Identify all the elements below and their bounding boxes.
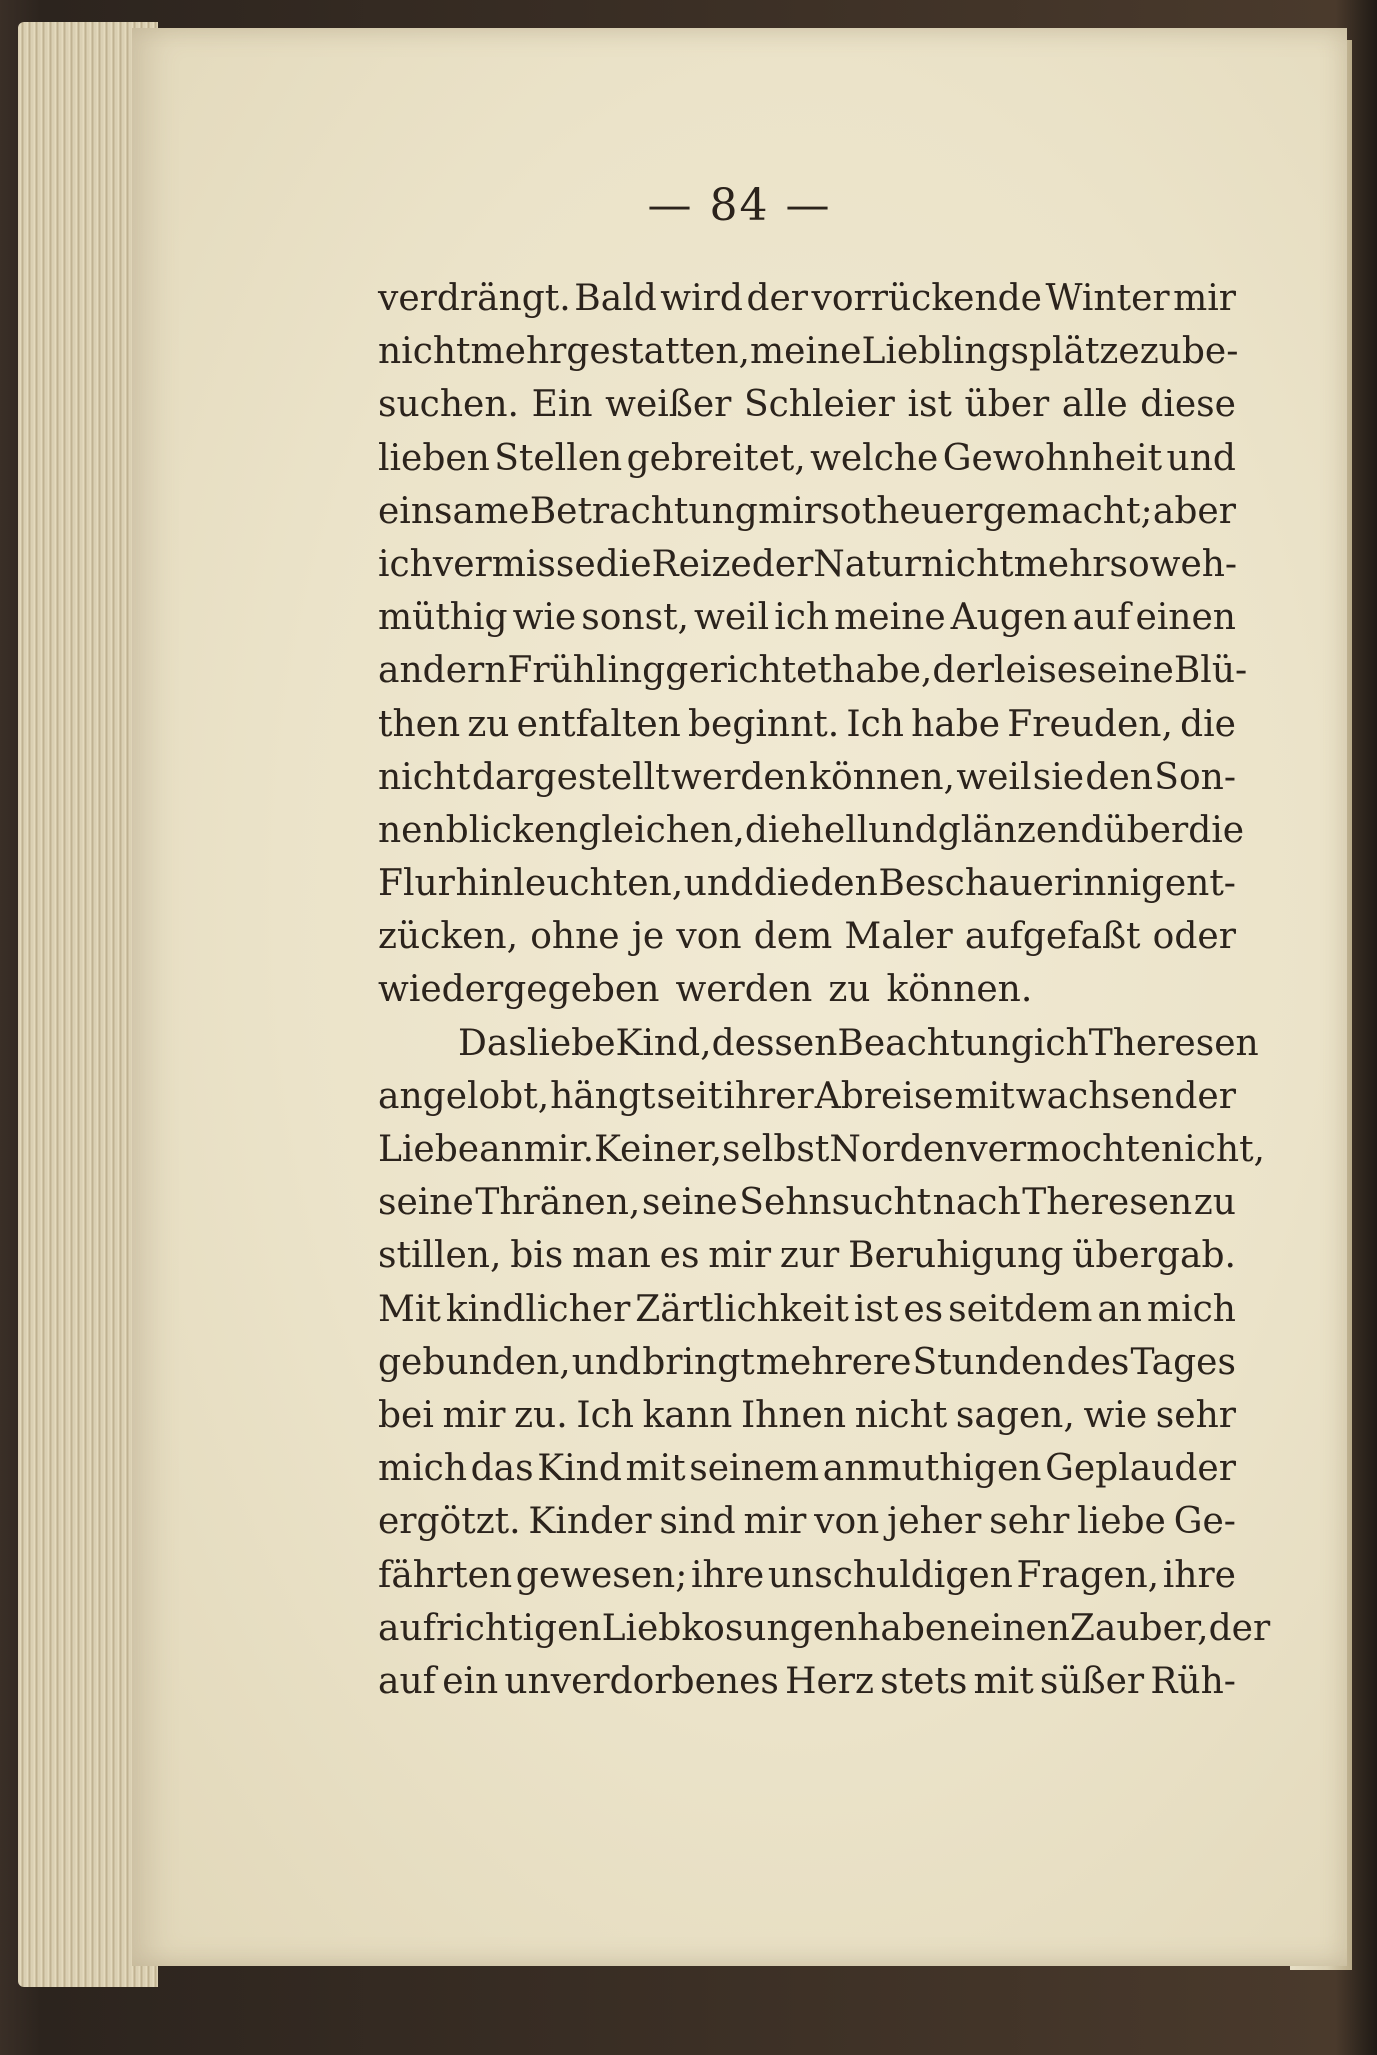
text-line: angelobt, hängt seit ihrer Abreise mit wachsender	[378, 1075, 1236, 1117]
text-line: fährten gewesen; ihre unschuldigen Fragen, ihre	[378, 1554, 1236, 1596]
text-line: lieben Stellen gebreitet, welche Gewohnheit und	[378, 437, 1236, 479]
text-line: andern Frühling gerichtet habe, der leise seine Blü-	[378, 650, 1248, 692]
text-line: verdrängt. Bald wird der vorrückende Winter mir	[378, 278, 1236, 319]
body-text	[378, 272, 1271, 1708]
text-line: nicht mehr gestatten, meine Lieblingsplätze zu be-	[378, 331, 1239, 373]
text-line: then zu entfalten beginnt. Ich habe Freuden, die	[378, 703, 1236, 745]
text-line: ergötzt. Kinder sind mir von jeher sehr liebe Ge-	[378, 1501, 1236, 1543]
text-line: Flur hinleuchten, und die den Beschauer innig ent-	[378, 863, 1236, 905]
text-line: nicht dargestellt werden können, weil sie den Son-	[378, 756, 1236, 798]
text-line: gebunden, und bringt mehrere Stunden des Tages	[378, 1341, 1236, 1383]
text-line: aufrichtigen Liebkosungen haben einen Zauber, der	[378, 1607, 1271, 1649]
page-number: — 84 —	[647, 180, 832, 231]
text-line: einsame Betrachtung mir so theuer gemacht; aber	[378, 490, 1236, 532]
text-line: seine Thränen, seine Sehnsucht nach Theresen zu	[378, 1182, 1236, 1224]
text-line: zücken, ohne je von dem Maler aufgefaßt oder	[378, 916, 1236, 958]
text-line: müthig wie sonst, weil ich meine Augen auf einen	[378, 597, 1236, 639]
text-line: Liebe an mir. Keiner, selbst Norden vermochte nicht,	[378, 1129, 1265, 1170]
text-line: mich das Kind mit seinem anmuthigen Geplauder	[378, 1448, 1236, 1490]
text-line: stillen, bis man es mir zur Beruhigung übergab.	[378, 1235, 1236, 1277]
text-line: nenblicken gleichen, die hell und glänzend über die	[378, 809, 1245, 851]
text-line: auf ein unverdorbenes Herz stets mit süßer Rüh-	[378, 1660, 1236, 1702]
text-line: ich vermisse die Reize der Natur nicht mehr so weh-	[378, 543, 1238, 585]
text-line: Mit kindlicher Zärtlichkeit ist es seitdem an mich	[378, 1288, 1236, 1330]
text-line: bei mir zu. Ich kann Ihnen nicht sagen, wie sehr	[378, 1394, 1236, 1436]
text-line: Das liebe Kind, dessen Beachtung ich Theresen	[458, 1022, 1259, 1064]
text-line: suchen. Ein weißer Schleier ist über alle diese	[378, 384, 1236, 426]
text-line: wiedergegeben werden zu können.	[378, 969, 1033, 1011]
